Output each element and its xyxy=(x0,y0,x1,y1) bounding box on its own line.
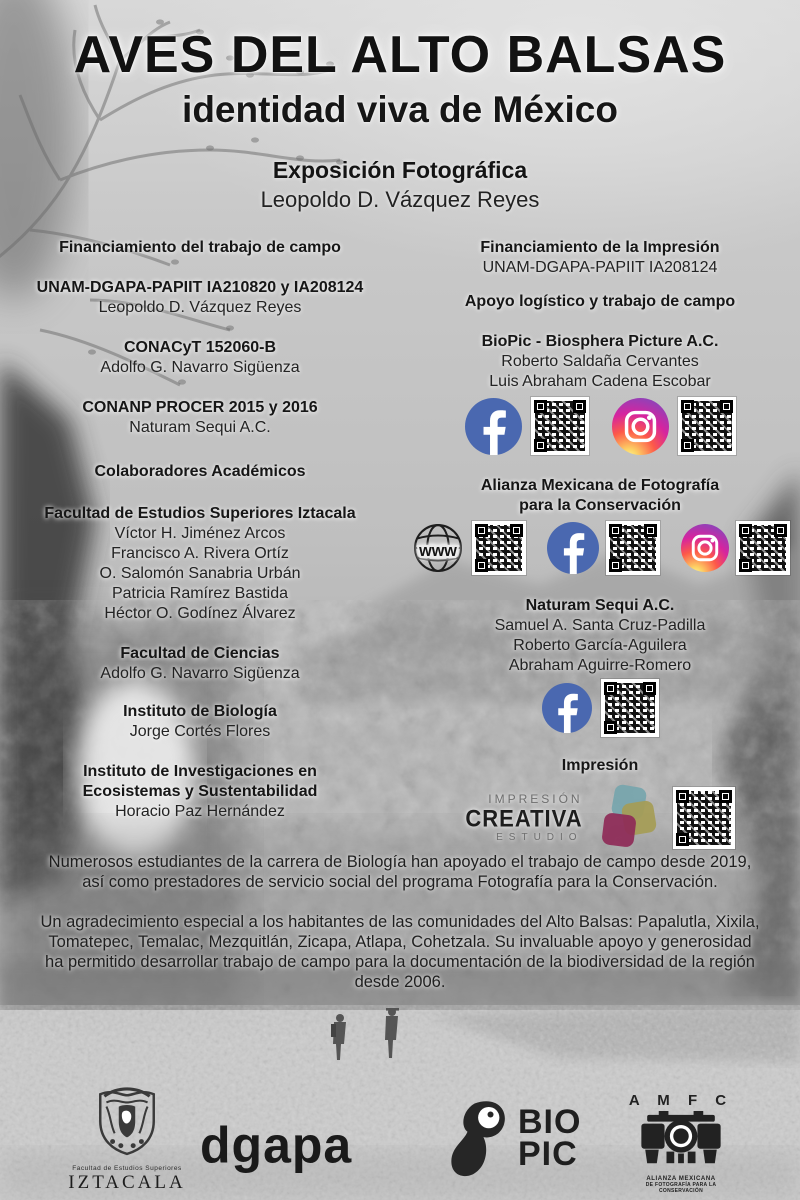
institution-name: Instituto de Investigaciones en xyxy=(83,763,317,780)
impresion-heading-section xyxy=(400,756,800,776)
qr-code-biopic-instagram xyxy=(678,397,736,455)
biopic-word-bio: BIO xyxy=(518,1102,582,1141)
collaborator-name: Patricia Ramírez Bastida xyxy=(111,585,289,602)
logistics-heading-section xyxy=(400,292,800,312)
poster-subtitle: identidad viva de México xyxy=(182,88,618,130)
facebook-icon xyxy=(465,398,522,455)
institution-name: Facultad de Estudios Superiores Iztacala xyxy=(44,505,356,522)
biopic-word-pic: PIC xyxy=(518,1135,578,1173)
poster-title: AVES DEL ALTO BALSAS xyxy=(73,26,727,84)
conacyt-grant-section xyxy=(0,338,400,378)
organization-name: BioPic - Biosphera Picture A.C. xyxy=(481,333,719,350)
facebook-icon xyxy=(542,683,592,733)
qr-code-alianza-web xyxy=(472,521,526,575)
iztacala-caption: IZTACALA xyxy=(68,1172,186,1193)
acknowledgments xyxy=(40,852,760,1012)
unam-iztacala-logo xyxy=(62,1086,192,1194)
amfc-camera-icon xyxy=(635,1111,727,1169)
exhibition-label: Exposición Fotográfica xyxy=(272,156,528,183)
fes-iztacala-section xyxy=(0,504,400,624)
amfc-letters: A M F C xyxy=(628,1092,734,1109)
grant-holder: Naturam Sequi A.C. xyxy=(129,419,271,436)
section-heading: Impresión xyxy=(561,757,639,774)
grant-code: UNAM-DGAPA-PAPIIT IA208124 xyxy=(482,259,718,276)
dgapa-wordmark: dgapa xyxy=(200,1116,353,1174)
instagram-icon xyxy=(612,398,669,455)
organization-name: para la Conservación xyxy=(519,497,681,514)
papiit-grant-section xyxy=(0,278,400,318)
communities-acknowledgment: Un agradecimiento especial a los habitantes de las comunidades del Alto Balsas: Papalutla, Xixila, Tomatepec, Temalac, Mezquitlán, Zicapa, Atlapa, Cohetzala. Su invaluable apoyo y generosidad ha permitido desarrollar trabajo de campo para la documentación de la biodiversidad de la región desde 2006. xyxy=(40,913,760,991)
collaborator-name: Víctor H. Jiménez Arcos xyxy=(114,525,286,542)
grant-code: CONACyT 152060-B xyxy=(123,339,277,356)
collaborator-name: Francisco A. Rivera Ortíz xyxy=(111,545,289,562)
section-heading: Apoyo logístico y trabajo de campo xyxy=(464,293,736,310)
institution-name: Facultad de Ciencias xyxy=(120,645,280,662)
organization-name: Alianza Mexicana de Fotografía xyxy=(480,477,720,494)
conanp-grant-section xyxy=(0,398,400,438)
collaborators-heading-section xyxy=(0,462,400,482)
print-funding-section xyxy=(400,238,800,278)
impresion-creativa-row xyxy=(400,784,800,852)
left-column xyxy=(0,238,400,822)
globe-www-icon xyxy=(411,521,465,575)
naturam-social-row xyxy=(400,680,800,736)
collaborator-name: Jorge Cortés Flores xyxy=(129,723,271,740)
qr-code-biopic-facebook xyxy=(531,397,589,455)
alianza-social-row xyxy=(400,518,800,578)
unam-crest-icon xyxy=(94,1086,160,1158)
instagram-icon xyxy=(681,524,729,572)
collaborator-name: Horacio Paz Hernández xyxy=(115,803,285,820)
www-label: www xyxy=(418,542,457,561)
organization-name: Naturam Sequi A.C. xyxy=(525,597,675,614)
biopic-section xyxy=(400,332,800,392)
alianza-heading-section xyxy=(400,476,800,516)
collaborator-name: Adolfo G. Navarro Sigüenza xyxy=(100,665,300,682)
impresion-creativa-logo xyxy=(465,793,582,843)
field-funding-section xyxy=(0,238,400,258)
member-name: Roberto García-Aguilera xyxy=(513,637,687,654)
collaborator-name: O. Salomón Sanabria Urbán xyxy=(99,565,301,582)
creativa-word-impresion: IMPRESIÓN xyxy=(488,792,583,806)
fac-ciencias-section xyxy=(0,644,400,684)
creativa-word-estudio: ESTUDIO xyxy=(496,832,583,843)
creativa-squares-icon xyxy=(599,786,657,850)
collaborator-name: Héctor O. Godínez Álvarez xyxy=(104,605,296,622)
parrot-icon xyxy=(448,1098,510,1178)
qr-code-impresion xyxy=(673,787,735,849)
section-heading: Financiamiento del trabajo de campo xyxy=(59,239,341,256)
institution-name: Instituto de Biología xyxy=(123,703,277,720)
amfc-caption-line2: DE FOTOGRAFÍA PARA LA CONSERVACIÓN xyxy=(645,1182,717,1194)
poster-header xyxy=(0,28,800,213)
amfc-logo xyxy=(626,1092,736,1194)
naturam-section xyxy=(400,596,800,676)
iztacala-caption-small: Facultad de Estudios Superiores xyxy=(72,1165,182,1172)
instituto-biologia-section xyxy=(0,702,400,742)
right-column xyxy=(400,238,800,852)
iies-section xyxy=(0,762,400,822)
qr-code-naturam-facebook xyxy=(601,679,659,737)
member-name: Samuel A. Santa Cruz-Padilla xyxy=(494,617,706,634)
facebook-icon xyxy=(547,522,599,574)
institution-name: Ecosistemas y Sustentabilidad xyxy=(82,783,318,800)
dgapa-logo xyxy=(200,1116,353,1174)
qr-code-alianza-instagram xyxy=(736,521,790,575)
biopic-logo xyxy=(448,1098,598,1178)
member-name: Roberto Saldaña Cervantes xyxy=(501,353,699,370)
biopic-social-row xyxy=(400,396,800,456)
grant-holder: Adolfo G. Navarro Sigüenza xyxy=(100,359,300,376)
grant-holder: Leopoldo D. Vázquez Reyes xyxy=(98,299,302,316)
exhibition-author: Leopoldo D. Vázquez Reyes xyxy=(260,186,540,212)
section-heading: Colaboradores Académicos xyxy=(94,463,306,480)
amfc-caption-line1: ALIANZA MEXICANA xyxy=(646,1176,716,1182)
qr-code-alianza-facebook xyxy=(606,521,660,575)
grant-code: CONANP PROCER 2015 y 2016 xyxy=(82,399,318,416)
member-name: Abraham Aguirre-Romero xyxy=(508,657,692,674)
creativa-word-creativa: CREATIVA xyxy=(465,804,583,832)
students-acknowledgment: Numerosos estudiantes de la carrera de Biología han apoyado el trabajo de campo desde 2019, así como prestadores de servicio social del programa Fotografía para la Conservación. xyxy=(48,853,752,891)
section-heading: Financiamiento de la Impresión xyxy=(480,239,720,256)
biopic-wordmark xyxy=(518,1102,582,1173)
member-name: Luis Abraham Cadena Escobar xyxy=(489,373,711,390)
grant-code: UNAM-DGAPA-PAPIIT IA210820 y IA208124 xyxy=(36,279,364,296)
